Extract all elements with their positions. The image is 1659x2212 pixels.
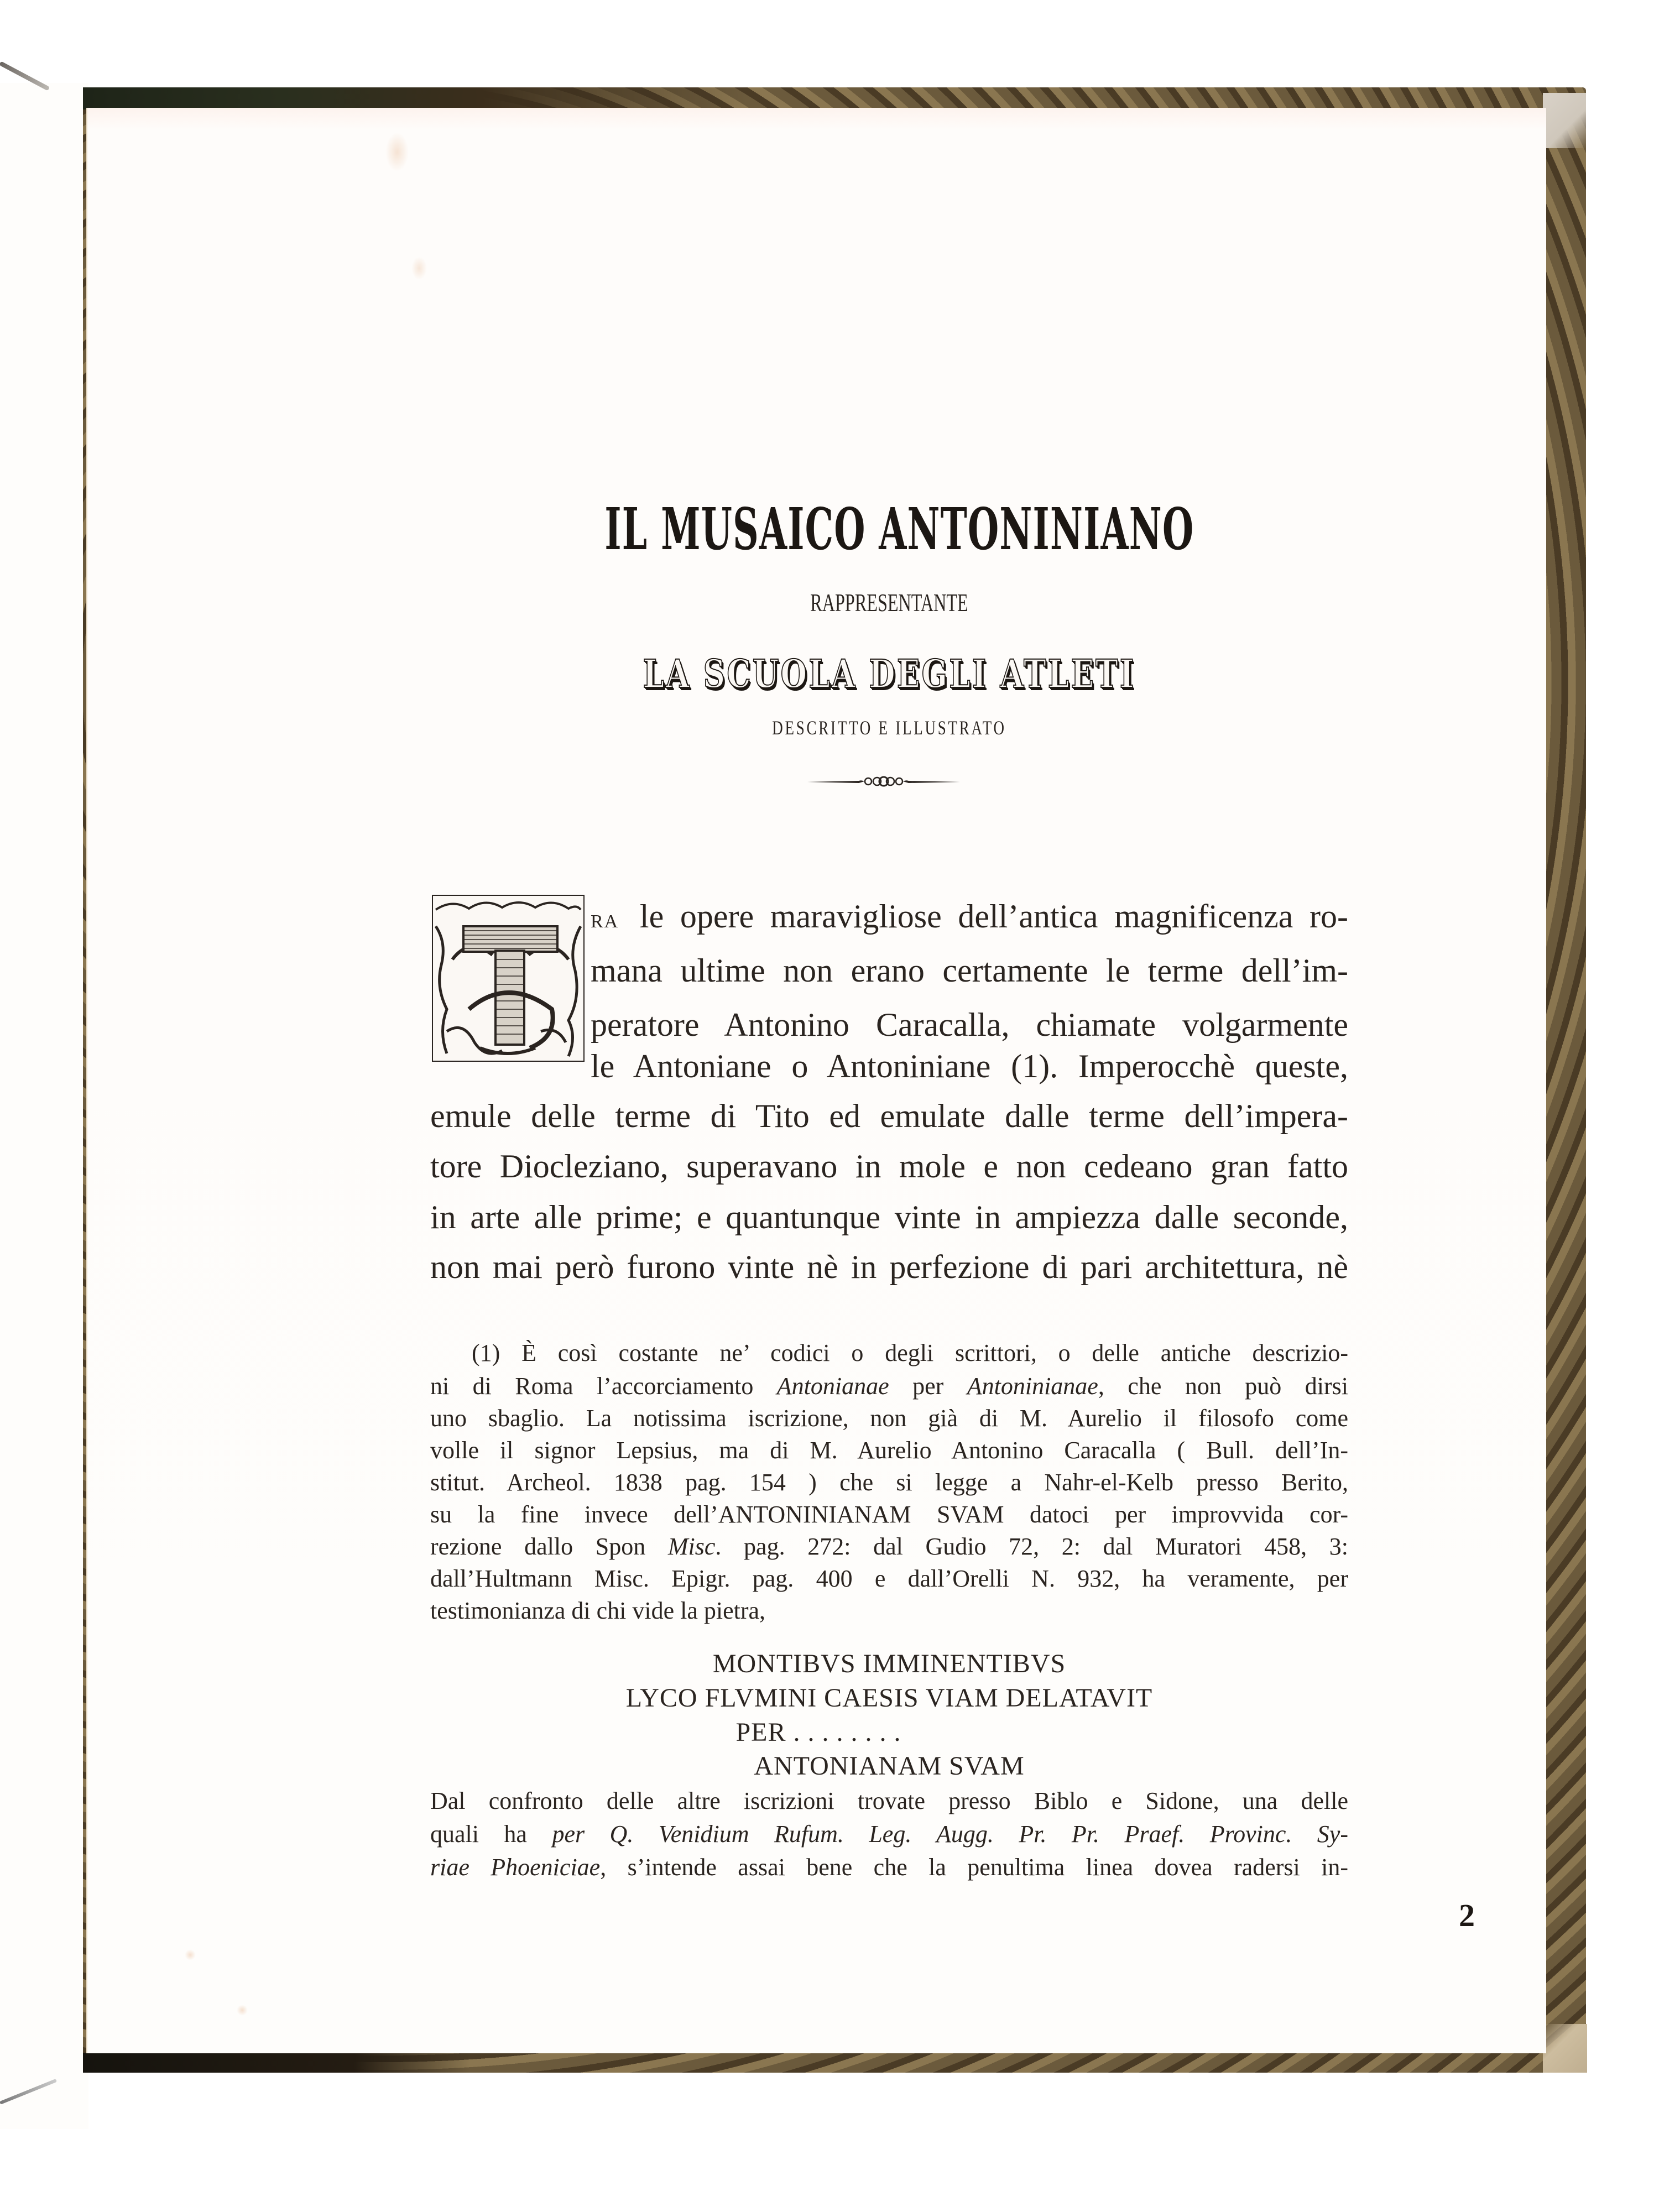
marbled-board-bottom-edge [83, 2053, 470, 2073]
footnote-line: stitut. Archeol. 1838 pag. 154 ) che si legge a Nahr-el-Kelb presso Berito, [430, 1469, 1348, 1496]
page-title: IL MUSAICO ANTONINIANO [604, 495, 1194, 563]
ornament-rule-icon [806, 774, 961, 789]
body-line: le Antoniane o Antoniniane (1). Imperocchè queste, [591, 1048, 1348, 1084]
page-subtitle: RAPPRESENTANTE [810, 588, 968, 617]
body-line: RA le opere maravigliose dell’antica magnificenza ro- [591, 898, 1348, 935]
footnote-line: ni di Roma l’accorciamento Antonianae per Antoninianae, che non può dirsi [430, 1373, 1348, 1400]
footnote-line: su la fine invece dell’ANTONINIANAM SVAM datoci per improvvida cor- [430, 1501, 1348, 1528]
body-line: mana ultime non erano certamente le terme dell’im- [591, 952, 1348, 989]
body-line: tore Diocleziano, superavano in mole e non cedeano gran fatto [430, 1148, 1348, 1185]
signature-mark: 2 [1459, 1897, 1475, 1933]
footnote-line: volle il signor Lepsius, ma di M. Aurelio Antonino Caracalla ( Bull. dell’In- [430, 1437, 1348, 1464]
footnote-line: rezione dallo Spon Misc. pag. 272: dal Gudio 72, 2: dal Muratori 458, 3: [430, 1533, 1348, 1560]
footnote-line: Dal confronto delle altre iscrizioni trovate presso Biblo e Sidone, una delle [430, 1787, 1348, 1814]
drop-cap-continuation: RA [591, 911, 619, 932]
vellum-corner-top-right [1543, 93, 1586, 148]
footnote-marker: (1) [472, 1339, 500, 1366]
footnote-line: dall’Hultmann Misc. Epigr. pag. 400 e dall’Orelli N. 932, ha veramente, per [430, 1565, 1348, 1592]
footnote-line: (1) È così costante ne’ codici o degli scrittori, o delle antiche descrizio- [472, 1339, 1348, 1366]
book-page [86, 108, 1546, 2053]
marbled-board-top-edge [83, 87, 747, 109]
body-line: peratore Antonino Caracalla, chiamate volgarmente [591, 1006, 1348, 1043]
inscription-line: LYCO FLVMINI CAESIS VIAM DELATAVIT [625, 1683, 1153, 1713]
body-line: emule delle terme di Tito ed emulate dalle terme dell’impera- [430, 1098, 1348, 1134]
byline: DESCRITTO E ILLUSTRATO [772, 717, 1006, 739]
flyleaf [0, 83, 88, 2129]
body-line: non mai però furono vinte nè in perfezione di pari architettura, nè [430, 1249, 1348, 1285]
vellum-corner-bottom-right [1543, 2024, 1587, 2073]
footnote-line: quali ha per Q. Venidium Rufum. Leg. Augg. Pr. Pr. Praef. Provinc. Sy- [430, 1820, 1348, 1848]
inscription-line: MONTIBVS IMMINENTIBVS [712, 1649, 1066, 1678]
section-heading: LA SCUOLA DEGLI ATLETI [643, 651, 1136, 697]
footnote-line: testimonianza di chi vide la pietra, [430, 1597, 766, 1624]
footnote-line: riae Phoeniciae, s’intende assai bene che la penultima linea dovea radersi in- [430, 1854, 1349, 1881]
decorated-initial-t-icon [430, 893, 586, 1063]
inscription-line: PER . . . . . . . . [735, 1718, 901, 1747]
footnote-line: uno sbaglio. La notissima iscrizione, non già di M. Aurelio il filosofo come [430, 1405, 1348, 1432]
body-line: in arte alle prime; e quantunque vinte in ampiezza dalle seconde, [430, 1199, 1348, 1235]
inscription-line: ANTONIANAM SVAM [754, 1751, 1025, 1781]
